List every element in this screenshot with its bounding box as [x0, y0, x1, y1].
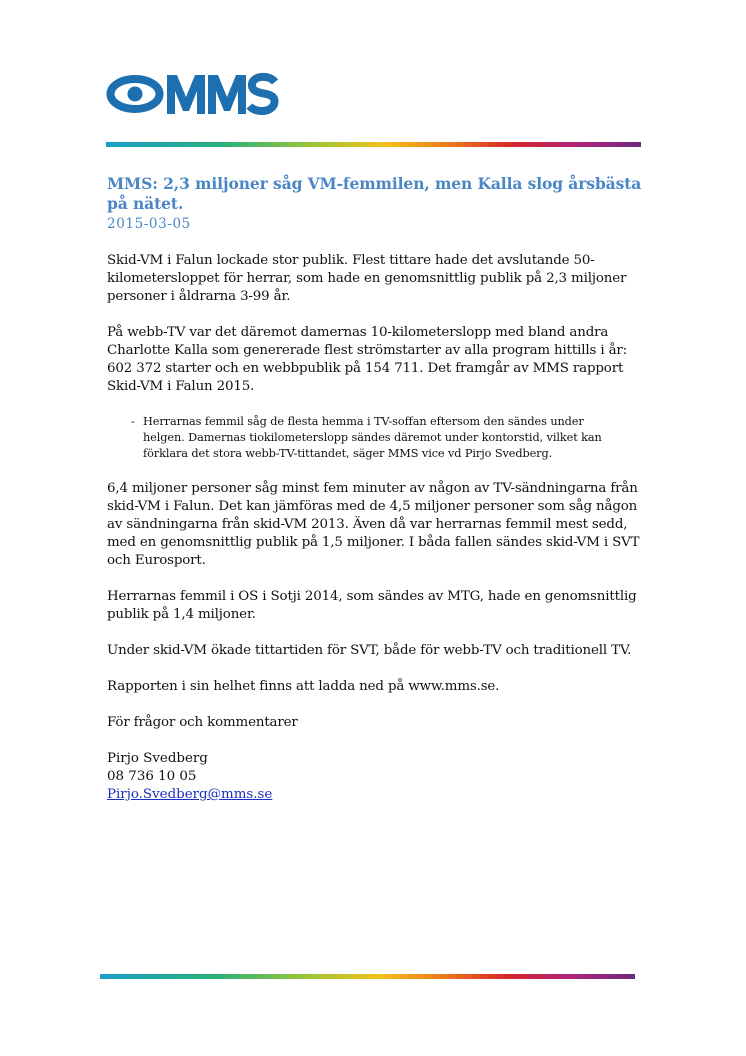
contact-block	[107, 750, 647, 804]
bottom-gradient-rule	[100, 974, 635, 979]
quote-block	[107, 414, 647, 462]
logo-letter-s	[250, 77, 276, 111]
quote-text: Herrarnas femmil såg de flesta hemma i TV-soffan eftersom den sändes under helgen. Damernas tiokilometerslopp sändes däremot under kontorstid, vilket kan förklara det stora webb-TV-tittandet, säger MMS vice vd Pirjo Svedberg.	[143, 415, 602, 460]
paragraph-6: Rapporten i sin helhet finns att ladda ned på www.mms.se.	[107, 679, 500, 694]
contact-email-link[interactable]: Pirjo.Svedberg@mms.se	[107, 787, 273, 802]
contact-name: Pirjo Svedberg	[107, 751, 208, 766]
article-headline: MMS: 2,3 miljoner såg VM-femmilen, men Kalla slog årsbästa på nätet.	[107, 174, 642, 213]
eye-icon	[111, 79, 160, 109]
logo-letter-m2	[208, 75, 246, 114]
paragraph-3: 6,4 miljoner personer såg minst fem minuter av någon av TV-sändningarna från skid-VM i Falun. Det kan jämföras med de 4,5 miljoner personer som såg någon av sändningarna från skid-VM 2013. Även då var herrarnas femmil mest sedd, med en genomsnittlig publik på 1,5 miljoner. I båda fallen sändes skid-VM i SVT och Eurosport.	[107, 481, 640, 568]
article-date: 2015-03-05	[107, 216, 191, 232]
quote-dash: -	[131, 415, 135, 428]
contact-phone: 08 736 10 05	[107, 769, 197, 784]
paragraph-5: Under skid-VM ökade tittartiden för SVT, både för webb-TV och traditionell TV.	[107, 643, 632, 658]
article	[107, 174, 647, 804]
paragraph-4: Herrarnas femmil i OS i Sotji 2014, som sändes av MTG, hade en genomsnittlig publik på 1,4 miljoner.	[107, 589, 637, 622]
paragraph-2: På webb-TV var det däremot damernas 10-kilometerslopp med bland andra Charlotte Kalla som genererade flest strömstarter av alla program hittills i år: 602 372 starter och en webbpublik på 154 711. Det framgår av MMS rapport Skid-VM i Falun 2015.	[107, 325, 628, 394]
top-gradient-rule	[106, 142, 641, 147]
mms-logo	[106, 71, 281, 117]
paragraph-7: För frågor och kommentarer	[107, 715, 298, 730]
paragraph-1: Skid-VM i Falun lockade stor publik. Flest tittare hade det avslutande 50-kilometersloppet för herrar, som hade en genomsnittlig publik på 2,3 miljoner personer i åldrarna 3-99 år.	[107, 253, 627, 304]
logo-letter-m1	[167, 75, 205, 114]
